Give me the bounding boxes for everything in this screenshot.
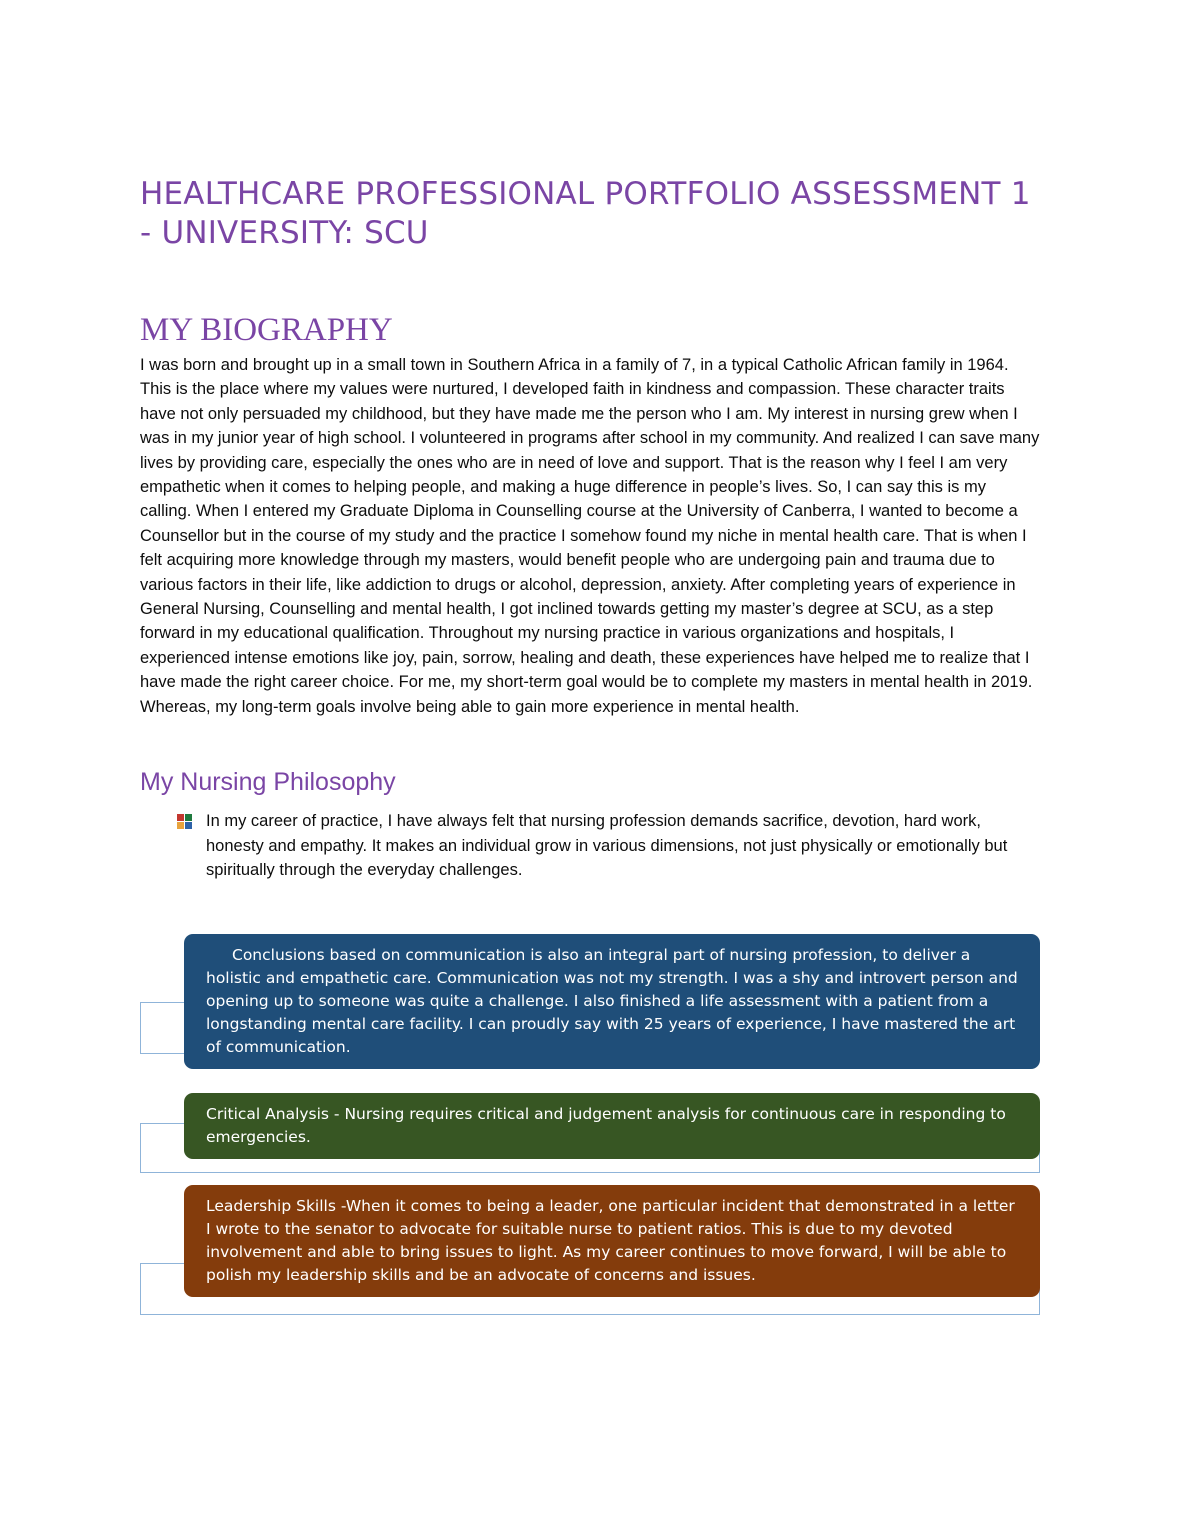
smartart-box-leadership-skills[interactable] (184, 1185, 1040, 1297)
smartart-vertical-box-list (140, 934, 1040, 1297)
four-square-bullet-icon (174, 812, 196, 834)
section-heading-nursing-philosophy: My Nursing Philosophy (140, 768, 396, 797)
smartart-box-communication[interactable] (184, 934, 1040, 1069)
smartart-text-critical-analysis: Critical Analysis - Nursing requires critical and judgement analysis for continuous care in responding to emergencies. (206, 1105, 1006, 1147)
document-body (140, 175, 1040, 1311)
smartart-item-leadership-skills (140, 1185, 1040, 1297)
smartart-text-leadership-skills: Leadership Skills -When it comes to being a leader, one particular incident that demonstrated in a letter I wrote to the senator to advocate for suitable nurse to patient ratios. This is due to my devoted involvement and able to bring issues to light. As my career continues to move forward, I will be able to polish my leadership skills and be an advocate of concerns and issues. (206, 1197, 1015, 1285)
smartart-item-communication (140, 934, 1040, 1069)
page-title: HEALTHCARE PROFESSIONAL PORTFOLIO ASSESSMENT 1 - UNIVERSITY: SCU (140, 176, 1031, 251)
biography-paragraph: I was born and brought up in a small town in Southern Africa in a family of 7, in a typical Catholic African family in 1964. This is the place where my values were nurtured, I developed faith in kindness and compassion. These character traits have not only persuaded my childhood, but they have made me the person who I am. My interest in nursing grew when I was in my junior year of high school. I volunteered in programs after school in my community. And realized I can save many lives by providing care, especially the ones who are in need of love and support. That is the reason why I feel I am very empathetic when it comes to helping people, and making a huge difference in people’s lives. So, I can say this is my calling. When I entered my Graduate Diploma in Counselling course at the University of Canberra, I wanted to become a Counsellor but in the course of my study and the practice I somehow found my niche in mental health care. That is when I felt acquiring more knowledge through my masters, would benefit people who are undergoing pain and trauma due to various factors in their life, like addiction to drugs or alcohol, depression, anxiety. After completing years of experience in General Nursing, Counselling and mental health, I got inclined towards getting my master’s degree at SCU, as a step forward in my educational qualification. Throughout my nursing practice in various organizations and hospitals, I experienced intense emotions like joy, pain, sorrow, healing and death, these experiences have helped me to realize that I have made the right career choice. For me, my short-term goal would be to complete my masters in mental health in 2019. Whereas, my long-term goals involve being able to gain more experience in mental health. (140, 356, 1040, 716)
list-item (174, 809, 1040, 882)
smartart-item-critical-analysis (140, 1093, 1040, 1159)
smartart-box-critical-analysis[interactable] (184, 1093, 1040, 1159)
smartart-text-communication: Conclusions based on communication is also an integral part of nursing profession, to deliver a holistic and empathetic care. Communication was not my strength. I was a shy and introvert person and opening up to someone was quite a challenge. I also finished a life assessment with a patient from a longstanding mental care facility. I can proudly say with 25 years of experience, I have mastered the art of communication. (206, 946, 1018, 1057)
philosophy-bullet-text: In my career of practice, I have always felt that nursing profession demands sacrifice, devotion, hard work, honesty and empathy. It makes an individual grow in various dimensions, not just physically or emotionally but spiritually through the everyday challenges. (206, 812, 1008, 879)
section-heading-biography: MY BIOGRAPHY (140, 312, 393, 348)
